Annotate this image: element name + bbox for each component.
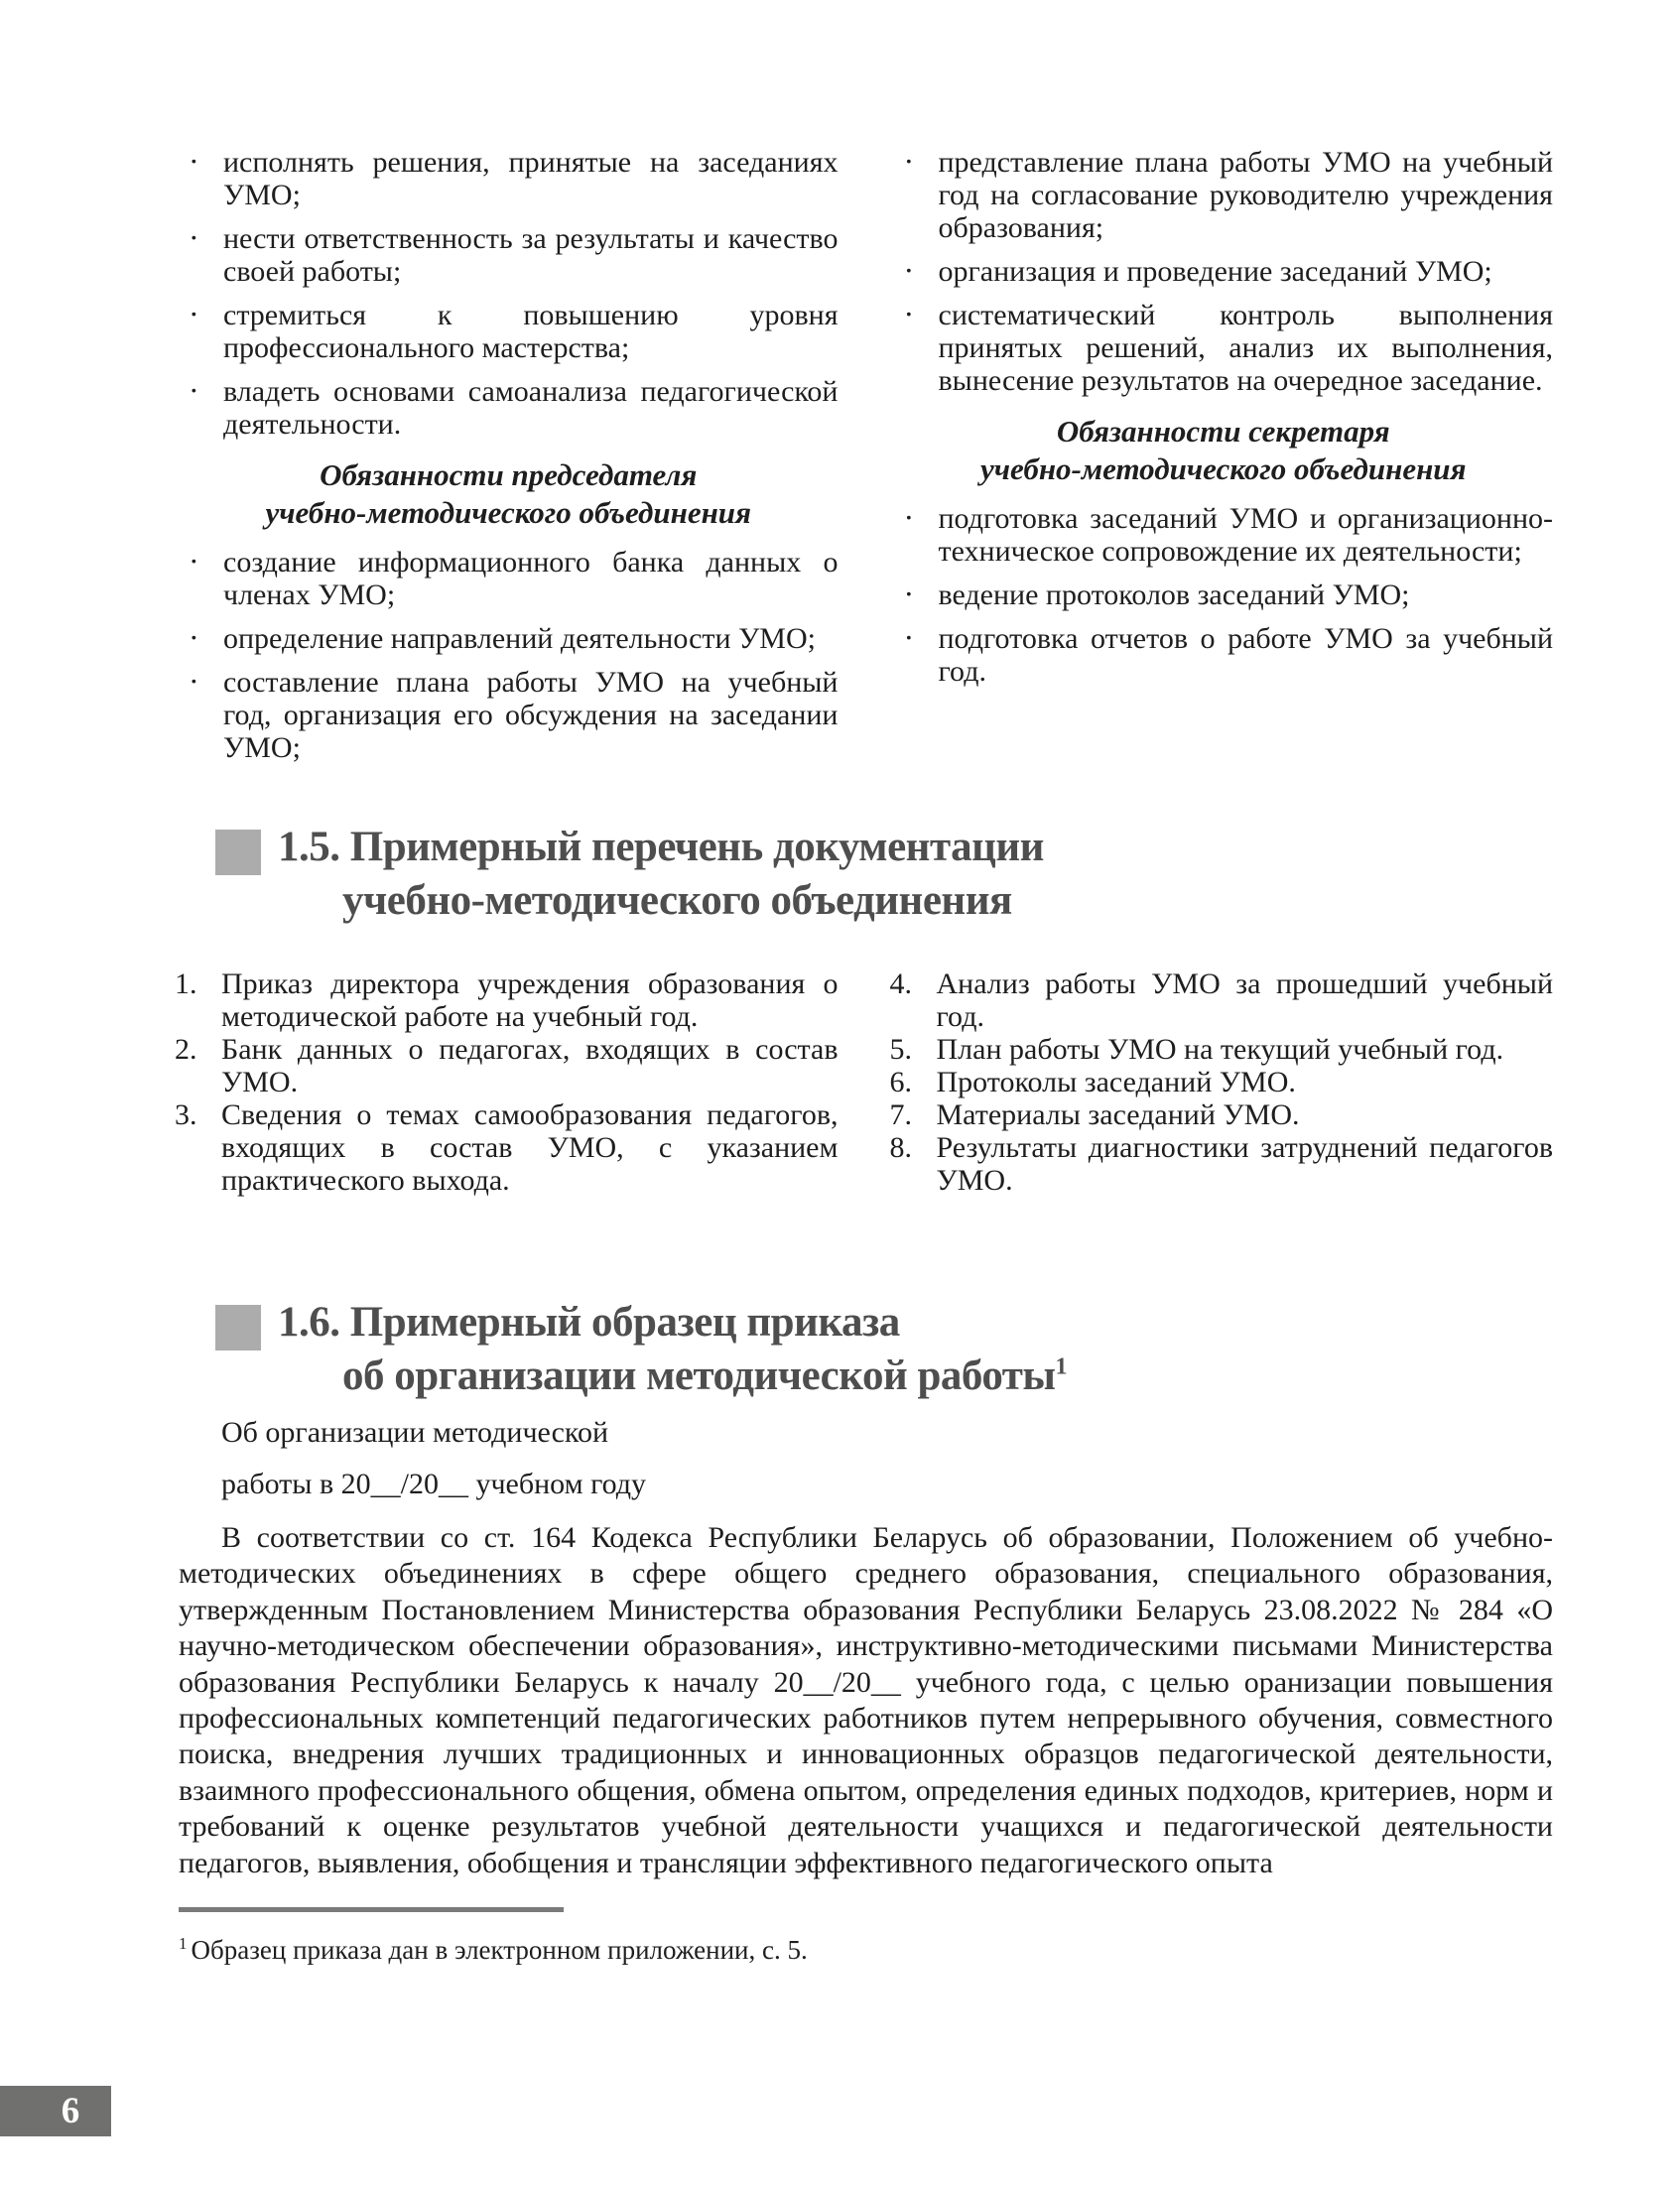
numbered-item <box>889 1033 1554 1066</box>
list-item: · владеть основами самоанализа педагогической деятельности. <box>179 375 839 441</box>
order-subject <box>221 1407 1553 1510</box>
page-content <box>175 146 1553 1966</box>
item-text: Анализ работы УМО за прошедший учебный год. <box>936 967 1553 1033</box>
section-marker-square <box>215 1305 261 1351</box>
list-item: · исполнять решения, принятые на заседаниях УМО; <box>179 146 839 211</box>
item-number: 2. <box>175 1033 197 1066</box>
documentation-list-left <box>175 967 839 1197</box>
section-heading-text <box>278 821 1044 928</box>
duties-columns <box>179 146 1553 775</box>
numbered-item <box>889 967 1554 1033</box>
documentation-list-right <box>889 967 1554 1197</box>
heading-line: учебно-методического объединения <box>342 877 1012 924</box>
heading-line: Обязанности секретаря <box>1056 414 1390 449</box>
section-heading-text <box>278 1296 1067 1403</box>
heading-line: учебно-методического объединения <box>265 495 752 530</box>
order-subject-line: работы в 20__/20__ учебном году <box>221 1468 647 1500</box>
numbered-item <box>889 1131 1554 1197</box>
page-number-badge <box>0 2086 111 2136</box>
documentation-list <box>175 967 1553 1197</box>
page-number: 6 <box>61 2091 80 2131</box>
item-text: Результаты диагностики затруднений педагогов УМО. <box>936 1131 1553 1197</box>
duties-right-column <box>894 146 1554 775</box>
list-item: · представление плана работы УМО на учебный год на согласование руководителю учреждения образования; <box>894 146 1554 244</box>
item-text: Материалы заседаний УМО. <box>936 1098 1300 1131</box>
item-text: Банк данных о педагогах, входящих в состав УМО. <box>221 1033 839 1098</box>
list-item: · организация и проведение заседаний УМО; <box>894 255 1554 288</box>
numbered-item <box>889 1098 1554 1131</box>
list-item: · стремиться к повышению уровня профессионального мастерства; <box>179 299 839 364</box>
list-item: · подготовка заседаний УМО и организационно-техническое сопровождение их деятельности; <box>894 502 1554 568</box>
item-text: Приказ директора учреждения образования о методической работе на учебный год. <box>221 967 839 1033</box>
list-item: · составление плана работы УМО на учебный год, организация его обсуждения на заседании УМО; <box>179 666 839 764</box>
heading-line: Обязанности председателя <box>320 457 698 492</box>
member-duties-list <box>179 146 839 441</box>
heading-line: учебно-методического объединения <box>979 451 1467 486</box>
secretary-duties-list <box>894 502 1554 688</box>
list-item: · систематический контроль выполнения принятых решений, анализ их выполнения, вынесение результатов на очередное заседание. <box>894 299 1554 397</box>
footnote-divider <box>179 1907 564 1912</box>
list-item: · создание информационного банка данных о членах УМО; <box>179 546 839 611</box>
item-number: 8. <box>889 1131 912 1164</box>
chairman-duties-list-cont <box>894 146 1554 397</box>
footnote <box>179 1928 1553 1966</box>
item-text: План работы УМО на текущий учебный год. <box>936 1033 1504 1066</box>
section-marker-square <box>215 830 261 875</box>
item-number: 3. <box>175 1098 197 1131</box>
secretary-duties-heading <box>894 413 1554 488</box>
list-item: · подготовка отчетов о работе УМО за учебный год. <box>894 622 1554 688</box>
item-number: 7. <box>889 1098 912 1131</box>
chairman-duties-list <box>179 546 839 764</box>
list-item: · нести ответственность за результаты и качество своей работы; <box>179 222 839 288</box>
order-subject-line: Об организации методической <box>221 1416 609 1449</box>
footnote-text: Образец приказа дан в электронном приложении, с. 5. <box>191 1935 808 1966</box>
chairman-duties-heading <box>179 456 839 532</box>
numbered-item <box>175 1098 839 1197</box>
numbered-item <box>175 967 839 1033</box>
footnote-marker: 1 <box>179 1934 188 1954</box>
item-text: Сведения о темах самообразования педагогов, входящих в состав УМО, с указанием практического выхода. <box>221 1098 839 1197</box>
section-1-5-heading <box>215 821 1553 928</box>
list-item: · ведение протоколов заседаний УМО; <box>894 579 1554 611</box>
order-body-paragraph: В соответствии со ст. 164 Кодекса Республики Беларусь об образовании, Положением об учебно-методических объединениях в сфере общего среднего образования, специального образования, утвержденным Постановлением Министерства образования Республики Беларусь 23.08.2022 № 284 «О научно-методическом обеспечении образования», инструктивно-методическими письмами Министерства образования Республики Беларусь к началу 20__/20__ учебного года, с целью оранизации повышения профессиональных компетенций педагогических работников путем непрерывного обучения, совместного поиска, внедрения лучших традиционных и инновационных образцов педагогической деятельности, взаимного профессионального общения, обмена опытом, определения единых подходов, критериев, норм и требований к оценке результатов учебной деятельности учащихся и педагогической деятельности педагогов, выявления, обобщения и трансляции эффективного педагогического опыта <box>179 1521 1553 1879</box>
duties-left-column <box>179 146 839 775</box>
numbered-item <box>889 1066 1554 1098</box>
item-number: 6. <box>889 1066 912 1098</box>
heading-line: 1.6. Примерный образец приказа <box>278 1299 900 1346</box>
item-text: Протоколы заседаний УМО. <box>936 1066 1296 1098</box>
numbered-item <box>175 1033 839 1098</box>
list-item: · определение направлений деятельности УМО; <box>179 622 839 655</box>
item-number: 1. <box>175 967 197 1000</box>
heading-text: об организации методической работы <box>342 1352 1056 1399</box>
item-number: 5. <box>889 1033 912 1066</box>
section-1-6-heading <box>215 1296 1553 1403</box>
footnote-reference: 1 <box>1055 1353 1067 1380</box>
item-number: 4. <box>889 967 912 1000</box>
heading-line <box>342 1350 1067 1403</box>
heading-line: 1.5. Примерный перечень документации <box>278 824 1044 870</box>
